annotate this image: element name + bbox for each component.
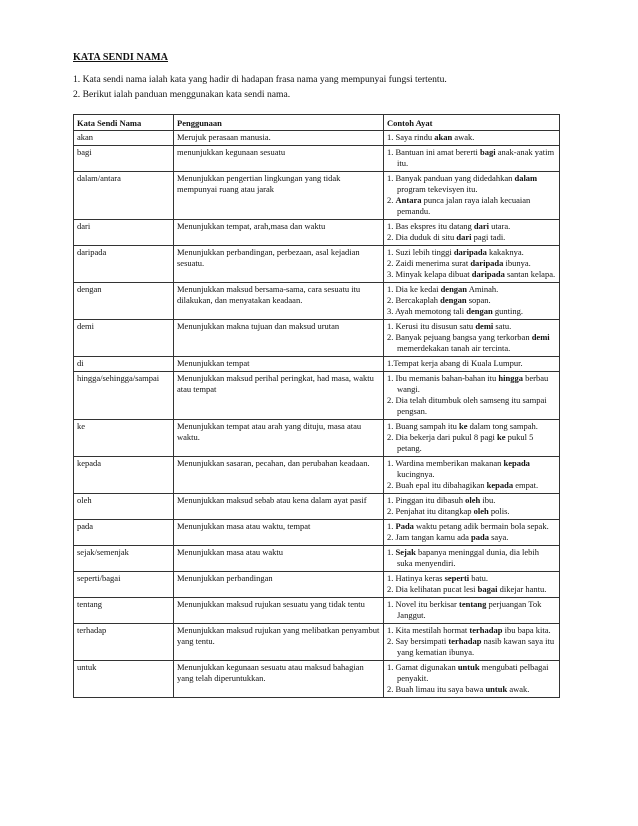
sentence-text: 1. [387, 547, 396, 557]
sentence-text: 2. Dia bekerja dari pukul 8 pagi [387, 432, 497, 442]
example-sentence [387, 232, 556, 243]
example-sentence [387, 247, 556, 258]
highlighted-word: dalam [514, 173, 538, 183]
sentence-text: waktu petang adik bermain bola sepak. [413, 521, 549, 531]
document-title: KATA SENDI NAMA [73, 52, 169, 63]
examples-cell [384, 457, 560, 494]
word-cell: bagi [74, 146, 174, 172]
sentence-text: 3. Minyak kelapa dibuat [387, 269, 472, 279]
table-row [74, 172, 560, 220]
examples-cell [384, 146, 560, 172]
example-sentence [387, 532, 556, 543]
highlighted-word: Pada [395, 521, 414, 531]
sentence-text: memerdekakan tanah air tercinta. [397, 343, 511, 353]
table-header-row [74, 115, 560, 131]
usage-cell: Menunjukkan perbandingan [174, 572, 384, 598]
sentence-text: 1. Suzi lebih tinggi [387, 247, 454, 257]
usage-cell: Merujuk perasaan manusia. [174, 131, 384, 146]
word-cell: daripada [74, 246, 174, 283]
table-row [74, 357, 560, 372]
usage-cell: Menunjukkan makna tujuan dan maksud urutan [174, 320, 384, 357]
sentence-text: nasib kawan saya itu yang kematian ibunya. [397, 636, 555, 657]
word-cell: kepada [74, 457, 174, 494]
usage-cell: Menunjukkan tempat atau arah yang dituju, masa atau waktu. [174, 420, 384, 457]
highlighted-word: demi [531, 332, 550, 342]
table-row [74, 131, 560, 146]
word-cell: tentang [74, 598, 174, 624]
example-sentence [387, 258, 556, 269]
highlighted-word: dengan [440, 284, 468, 294]
table-row [74, 372, 560, 420]
highlighted-word: daripada [470, 258, 504, 268]
usage-cell: menunjukkan kegunaan sesuatu [174, 146, 384, 172]
highlighted-word: untuk [485, 684, 508, 694]
usage-cell: Menunjukkan kegunaan sesuatu atau maksud bahagian yang telah diperuntukkan. [174, 661, 384, 698]
highlighted-word: hingga [498, 373, 523, 383]
sentence-text: 1. Bas ekspres itu datang [387, 221, 474, 231]
example-sentence [387, 373, 556, 395]
sentence-text: santan kelapa. [504, 269, 556, 279]
sentence-text: ibu bapa kita. [502, 625, 551, 635]
examples-cell [384, 598, 560, 624]
word-cell: di [74, 357, 174, 372]
example-sentence [387, 421, 556, 432]
highlighted-word: terhadap [469, 625, 503, 635]
example-sentence [387, 332, 556, 354]
word-cell: dari [74, 220, 174, 246]
example-sentence [387, 321, 556, 332]
examples-cell [384, 372, 560, 420]
sentence-text: 1. Saya rindu [387, 132, 435, 142]
sentence-text: 2. Penjahat itu ditangkap [387, 506, 474, 516]
highlighted-word: untuk [457, 662, 480, 672]
word-cell: seperti/bagai [74, 572, 174, 598]
examples-cell [384, 357, 560, 372]
word-cell: oleh [74, 494, 174, 520]
examples-cell [384, 572, 560, 598]
table-row [74, 624, 560, 661]
example-sentence [387, 147, 556, 169]
sentence-text: 1. Dia ke kedai [387, 284, 441, 294]
sentence-text: anak-anak yatim itu. [397, 147, 555, 168]
highlighted-word: pada [471, 532, 489, 542]
examples-cell [384, 661, 560, 698]
example-sentence [387, 480, 556, 491]
highlighted-word: dari [456, 232, 472, 242]
usage-cell: Menunjukkan maksud bersama-sama, cara sesuatu itu dilakukan, dan menyatakan keadaan. [174, 283, 384, 320]
table-row [74, 146, 560, 172]
sentence-text: 2. Buah epal itu dibahagikan [387, 480, 487, 490]
example-sentence [387, 547, 556, 569]
table-row [74, 546, 560, 572]
sentence-text: kucingnya. [397, 469, 435, 479]
sentence-text: dalam tong sampah. [467, 421, 538, 431]
intro-point-1: 1. Kata sendi nama ialah kata yang hadir di hadapan frasa nama yang mempunyai fungsi tertentu. [73, 74, 447, 85]
sentence-text: empat. [513, 480, 539, 490]
example-sentence [387, 284, 556, 295]
sentence-text: utara. [489, 221, 511, 231]
example-sentence [387, 599, 556, 621]
header-kata-sendi: Kata Sendi Nama [74, 115, 174, 131]
example-sentence [387, 495, 556, 506]
example-sentence [387, 506, 556, 517]
examples-cell [384, 494, 560, 520]
header-contoh-ayat: Contoh Ayat [384, 115, 560, 131]
usage-cell: Menunjukkan masa atau waktu, tempat [174, 520, 384, 546]
sentence-text: batu. [469, 573, 489, 583]
example-sentence [387, 625, 556, 636]
example-sentence [387, 636, 556, 658]
example-sentence [387, 584, 556, 595]
sentence-text: gunting. [492, 306, 523, 316]
highlighted-word: dari [473, 221, 489, 231]
sentence-text: 1. Ibu memanis bahan-bahan itu [387, 373, 499, 383]
sentence-text: satu. [493, 321, 512, 331]
sentence-text: 1. [387, 521, 396, 531]
examples-cell [384, 283, 560, 320]
sentence-text: 1. Wardina memberikan makanan [387, 458, 504, 468]
table-row [74, 520, 560, 546]
highlighted-word: oleh [465, 495, 481, 505]
examples-cell [384, 320, 560, 357]
sentence-text: pukul 5 petang. [397, 432, 534, 453]
sentence-text: 1. Pinggan itu dibasuh [387, 495, 466, 505]
kata-sendi-table [73, 114, 560, 698]
usage-cell: Menunjukkan maksud perihal peringkat, had masa, waktu atau tempat [174, 372, 384, 420]
sentence-text: 2. Banyak pejuang bangsa yang terkorban [387, 332, 532, 342]
sentence-text: ibunya. [503, 258, 531, 268]
examples-cell [384, 520, 560, 546]
word-cell: pada [74, 520, 174, 546]
sentence-text: 2. Zaidi menerima surat [387, 258, 471, 268]
usage-cell: Menunjukkan maksud sebab atau kena dalam ayat pasif [174, 494, 384, 520]
sentence-text: 1. Hatinya keras [387, 573, 445, 583]
word-cell: sejak/semenjak [74, 546, 174, 572]
highlighted-word: Antara [395, 195, 422, 205]
sentence-text: dikejar hantu. [497, 584, 547, 594]
word-cell: untuk [74, 661, 174, 698]
table-row [74, 320, 560, 357]
highlighted-word: seperti [444, 573, 470, 583]
highlighted-word: akan [434, 132, 453, 142]
example-sentence [387, 395, 556, 417]
sentence-text: mengubati pelbagai penyakit. [397, 662, 549, 683]
highlighted-word: ke [497, 432, 506, 442]
sentence-text: 2. Bercakaplah [387, 295, 441, 305]
examples-cell [384, 246, 560, 283]
highlighted-word: dengan [466, 306, 493, 316]
example-sentence [387, 684, 556, 695]
highlighted-word: dengan [440, 295, 467, 305]
example-sentence [387, 662, 556, 684]
sentence-text: perjuangan Tok Janggut. [397, 599, 542, 620]
sentence-text: 1. Kerusi itu disusun satu [387, 321, 476, 331]
sentence-text: 2. Say bersimpati [387, 636, 449, 646]
examples-cell [384, 220, 560, 246]
word-cell: dengan [74, 283, 174, 320]
sentence-text: berbau wangi. [397, 373, 549, 394]
example-sentence [387, 306, 556, 317]
usage-cell: Menunjukkan perbandingan, perbezaan, asal kejadian sesuatu. [174, 246, 384, 283]
sentence-text: 1. Novel itu berkisar [387, 599, 459, 609]
word-cell: terhadap [74, 624, 174, 661]
example-sentence [387, 458, 556, 480]
sentence-text: 1. Gamat digunakan [387, 662, 458, 672]
sentence-text: bapanya meninggal dunia, dia lebih suka menyendiri. [397, 547, 540, 568]
highlighted-word: demi [475, 321, 494, 331]
sentence-text: 1.Tempat kerja abang di Kuala Lumpur. [387, 358, 523, 368]
intro-point-2: 2. Berikut ialah panduan menggunakan kata sendi nama. [73, 89, 291, 100]
table-row [74, 283, 560, 320]
sentence-text: polis. [488, 506, 510, 516]
sentence-text: 2. Dia duduk di situ [387, 232, 457, 242]
usage-cell: Menunjukkan tempat, arah,masa dan waktu [174, 220, 384, 246]
sentence-text: saya. [489, 532, 509, 542]
sentence-text: punca jalan raya ialah kecuaian pemandu. [397, 195, 531, 216]
sentence-text: 2. Dia telah ditumbuk oleh samseng itu sampai pengsan. [387, 395, 547, 416]
usage-cell: Menunjukkan masa atau waktu [174, 546, 384, 572]
table-row [74, 457, 560, 494]
usage-cell: Menunjukkan tempat [174, 357, 384, 372]
table-row [74, 494, 560, 520]
sentence-text: 1. Banyak panduan yang didedahkan [387, 173, 515, 183]
word-cell: akan [74, 131, 174, 146]
word-cell: hingga/sehingga/sampai [74, 372, 174, 420]
highlighted-word: kepada [486, 480, 514, 490]
example-sentence [387, 173, 556, 195]
sentence-text: sopan. [466, 295, 491, 305]
table-body [74, 131, 560, 698]
highlighted-word: bagai [477, 584, 498, 594]
highlighted-word: terhadap [448, 636, 482, 646]
highlighted-word: Sejak [395, 547, 416, 557]
sentence-text: 2. Buah limau itu saya bawa [387, 684, 486, 694]
sentence-text: 1. Buang sampah itu [387, 421, 460, 431]
example-sentence [387, 358, 556, 369]
table-row [74, 220, 560, 246]
examples-cell [384, 420, 560, 457]
word-cell: dalam/antara [74, 172, 174, 220]
example-sentence [387, 573, 556, 584]
sentence-text: 2. Dia kelihatan pucat lesi [387, 584, 478, 594]
highlighted-word: daripada [453, 247, 487, 257]
word-cell: demi [74, 320, 174, 357]
sentence-text: pagi tadi. [471, 232, 506, 242]
sentence-text: Aminah. [467, 284, 499, 294]
sentence-text: 1. Bantuan ini amat bererti [387, 147, 480, 157]
highlighted-word: daripada [471, 269, 505, 279]
highlighted-word: oleh [473, 506, 489, 516]
table-row [74, 246, 560, 283]
header-penggunaan: Penggunaan [174, 115, 384, 131]
highlighted-word: kepada [503, 458, 530, 468]
highlighted-word: tentang [459, 599, 487, 609]
table-row [74, 572, 560, 598]
highlighted-word: bagi [480, 147, 496, 157]
sentence-text: awak. [452, 132, 475, 142]
usage-cell: Menunjukkan pengertian lingkungan yang tidak mempunyai ruang atau jarak [174, 172, 384, 220]
examples-cell [384, 172, 560, 220]
example-sentence [387, 132, 556, 143]
table-row [74, 598, 560, 624]
table-row [74, 420, 560, 457]
usage-cell: Menunjukkan maksud rujukan sesuatu yang tidak tentu [174, 598, 384, 624]
examples-cell [384, 546, 560, 572]
highlighted-word: ke [459, 421, 468, 431]
table-row [74, 661, 560, 698]
sentence-text: 2. [387, 195, 396, 205]
sentence-text: 3. Ayah memotong tali [387, 306, 467, 316]
example-sentence [387, 432, 556, 454]
example-sentence [387, 295, 556, 306]
example-sentence [387, 521, 556, 532]
sentence-text: kakaknya. [486, 247, 524, 257]
examples-cell [384, 131, 560, 146]
word-cell: ke [74, 420, 174, 457]
sentence-text: awak. [507, 684, 530, 694]
sentence-text: program tekevisyen itu. [397, 184, 478, 194]
example-sentence [387, 195, 556, 217]
sentence-text: ibu. [480, 495, 496, 505]
usage-cell: Menunjukkan maksud rujukan yang melibatkan penyambut yang tentu. [174, 624, 384, 661]
sentence-text: 1. Kita mestilah hormat [387, 625, 470, 635]
examples-cell [384, 624, 560, 661]
example-sentence [387, 221, 556, 232]
usage-cell: Menunjukkan sasaran, pecahan, dan perubahan keadaan. [174, 457, 384, 494]
sentence-text: 2. Jam tangan kamu ada [387, 532, 472, 542]
example-sentence [387, 269, 556, 280]
